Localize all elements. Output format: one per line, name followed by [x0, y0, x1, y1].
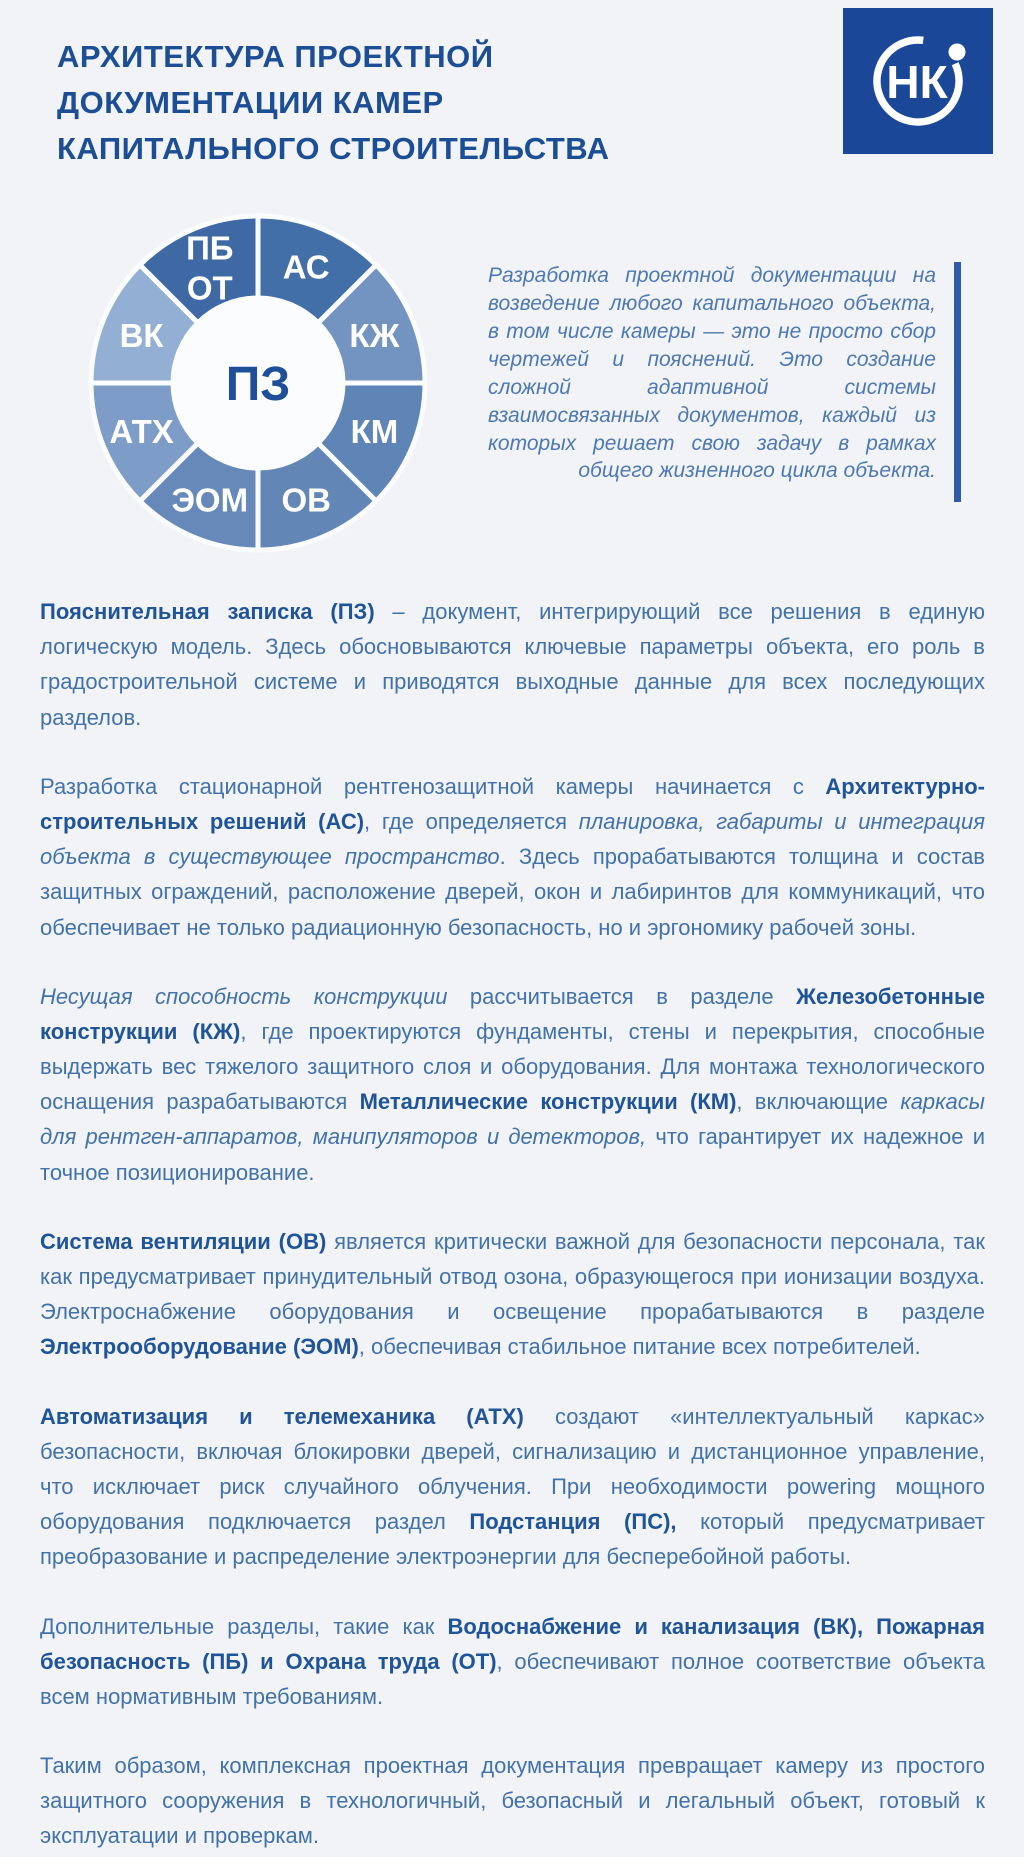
- intro-quote: [488, 262, 961, 502]
- text-run: рассчитывается в разделе: [447, 983, 797, 1009]
- text-run: , включающие: [736, 1089, 901, 1115]
- text-run: Пояснительная записка (ПЗ): [40, 599, 375, 624]
- nk-logo-icon: [843, 8, 993, 154]
- segment-label-ЭОМ: ЭОМ: [171, 481, 249, 519]
- paragraph-atx-ps: [40, 1399, 985, 1575]
- text-run: , где проектируются фундаменты, стены и перекрытия, способные выдержать вес тяжелого защитного слоя и оборудования. Для монтажа технологического оснащения разрабатываются: [40, 1018, 985, 1115]
- intro-quote-text: Разработка проектной документации на возведение любого капитального объекта, в том числе камеры — это не просто сбор чертежей и пояснений. Это создание сложной адаптивной системы взаимосвязанных документов, каждый из которых решает свою задачу в рамках общего жизненного цикла объекта.: [488, 264, 936, 483]
- logo-dot: [949, 44, 966, 61]
- text-run: Железобетонные конструкции (КЖ): [40, 983, 985, 1044]
- segment-label-ОВ: ОВ: [281, 481, 331, 519]
- page-title-line-2: ДОКУМЕНТАЦИИ КАМЕР: [57, 84, 444, 120]
- paragraph-pz: [40, 594, 985, 735]
- text-run: Система вентиляции (ОВ): [40, 1228, 327, 1254]
- diagram-center-label: ПЗ: [225, 358, 291, 411]
- text-run: , обеспечивают полное соответствие объекта всем нормативным требованиям.: [40, 1648, 985, 1709]
- text-run: Водоснабжение и канализация (ВК), Пожарная безопасность (ПБ) и Охрана труда (ОТ): [40, 1613, 985, 1674]
- segment-label-ВК: ВК: [119, 316, 164, 354]
- text-run: Таким образом, комплексная проектная документация превращает камеру из простого защитного сооружения в технологичный, безопасный и легальный объект, готовый к эксплуатации и проверкам.: [40, 1753, 985, 1849]
- donut-diagram-svg: [83, 208, 433, 558]
- body-text: [40, 594, 985, 1857]
- text-run: Подстанция (ПС),: [469, 1509, 677, 1535]
- paragraph-conclusion: [40, 1748, 985, 1854]
- text-run: Дополнительные разделы, такие как: [40, 1613, 448, 1639]
- page-title-line-3: КАПИТАЛЬНОГО СТРОИТЕЛЬСТВА: [57, 130, 610, 166]
- paragraph-vk-pb-ot: [40, 1609, 985, 1715]
- page-title: [57, 34, 777, 172]
- text-run: , обеспечивая стабильное питание всех потребителей.: [358, 1334, 921, 1360]
- company-logo: [843, 8, 993, 154]
- text-run: Разработка стационарной рентгенозащитной камеры начинается с: [40, 773, 826, 799]
- logo-text: НК: [886, 56, 948, 108]
- text-run: Архитектурно-строительных решений (АС): [40, 773, 985, 834]
- text-run: – документ, интегрирующий все решения в единую логическую модель. Здесь обосновываются ключевые параметры объекта, его роль в градостроительной системе и приводятся выходные данные для всех последующих разделов.: [40, 599, 985, 730]
- segment-label-КМ: КМ: [350, 413, 399, 451]
- text-run: Автоматизация и телемеханика (АТХ): [40, 1403, 524, 1429]
- text-run: каркасы для рентген-аппаратов, манипуляторов и детекторов,: [40, 1089, 985, 1150]
- text-run: является критически важной для безопасности персонала, так как предусматривает принудительный отвод озона, образующегося при ионизации воздуха. Электроснабжение оборудования и освещение прорабатываются в разделе: [40, 1228, 985, 1325]
- text-run: Несущая способность конструкции: [40, 983, 448, 1009]
- text-run: , где определяется: [364, 808, 579, 834]
- text-run: . Здесь прорабатываются толщина и состав защитных ограждений, расположение дверей, окон и лабиринтов для коммуникаций, что обеспечивает не только радиационную безопасность, но и эргономику рабочей зоны.: [40, 844, 985, 940]
- segment-label-КЖ: КЖ: [349, 316, 400, 354]
- paragraph-ov-eom: [40, 1224, 985, 1365]
- segment-label-АС: АС: [282, 248, 330, 286]
- text-run: создают «интеллектуальный каркас» безопасности, включая блокировки дверей, сигнализацию и дистанционное управление, что исключает риск случайного облучения. При необходимости powering мощного оборудования подключается раздел: [40, 1403, 985, 1535]
- text-run: планировка, габариты и интеграция объекта в существующее пространство: [40, 808, 985, 870]
- paragraph-kzh-km: [40, 979, 985, 1190]
- text-run: который предусматривает преобразование и распределение электроэнергии для бесперебойной работы.: [40, 1509, 985, 1570]
- document-structure-donut-diagram: [83, 208, 433, 558]
- text-run: Электрооборудование (ЭОМ): [40, 1334, 359, 1360]
- segment-label-ПБ-ОТ: ПБ ОТ: [186, 229, 234, 307]
- segment-label-АТХ: АТХ: [109, 413, 174, 451]
- text-run: что гарантирует их надежное и точное позиционирование.: [40, 1124, 986, 1185]
- text-run: Металлические конструкции (КМ): [359, 1089, 737, 1115]
- paragraph-as: [40, 769, 985, 945]
- page-title-line-1: АРХИТЕКТУРА ПРОЕКТНОЙ: [57, 39, 494, 74]
